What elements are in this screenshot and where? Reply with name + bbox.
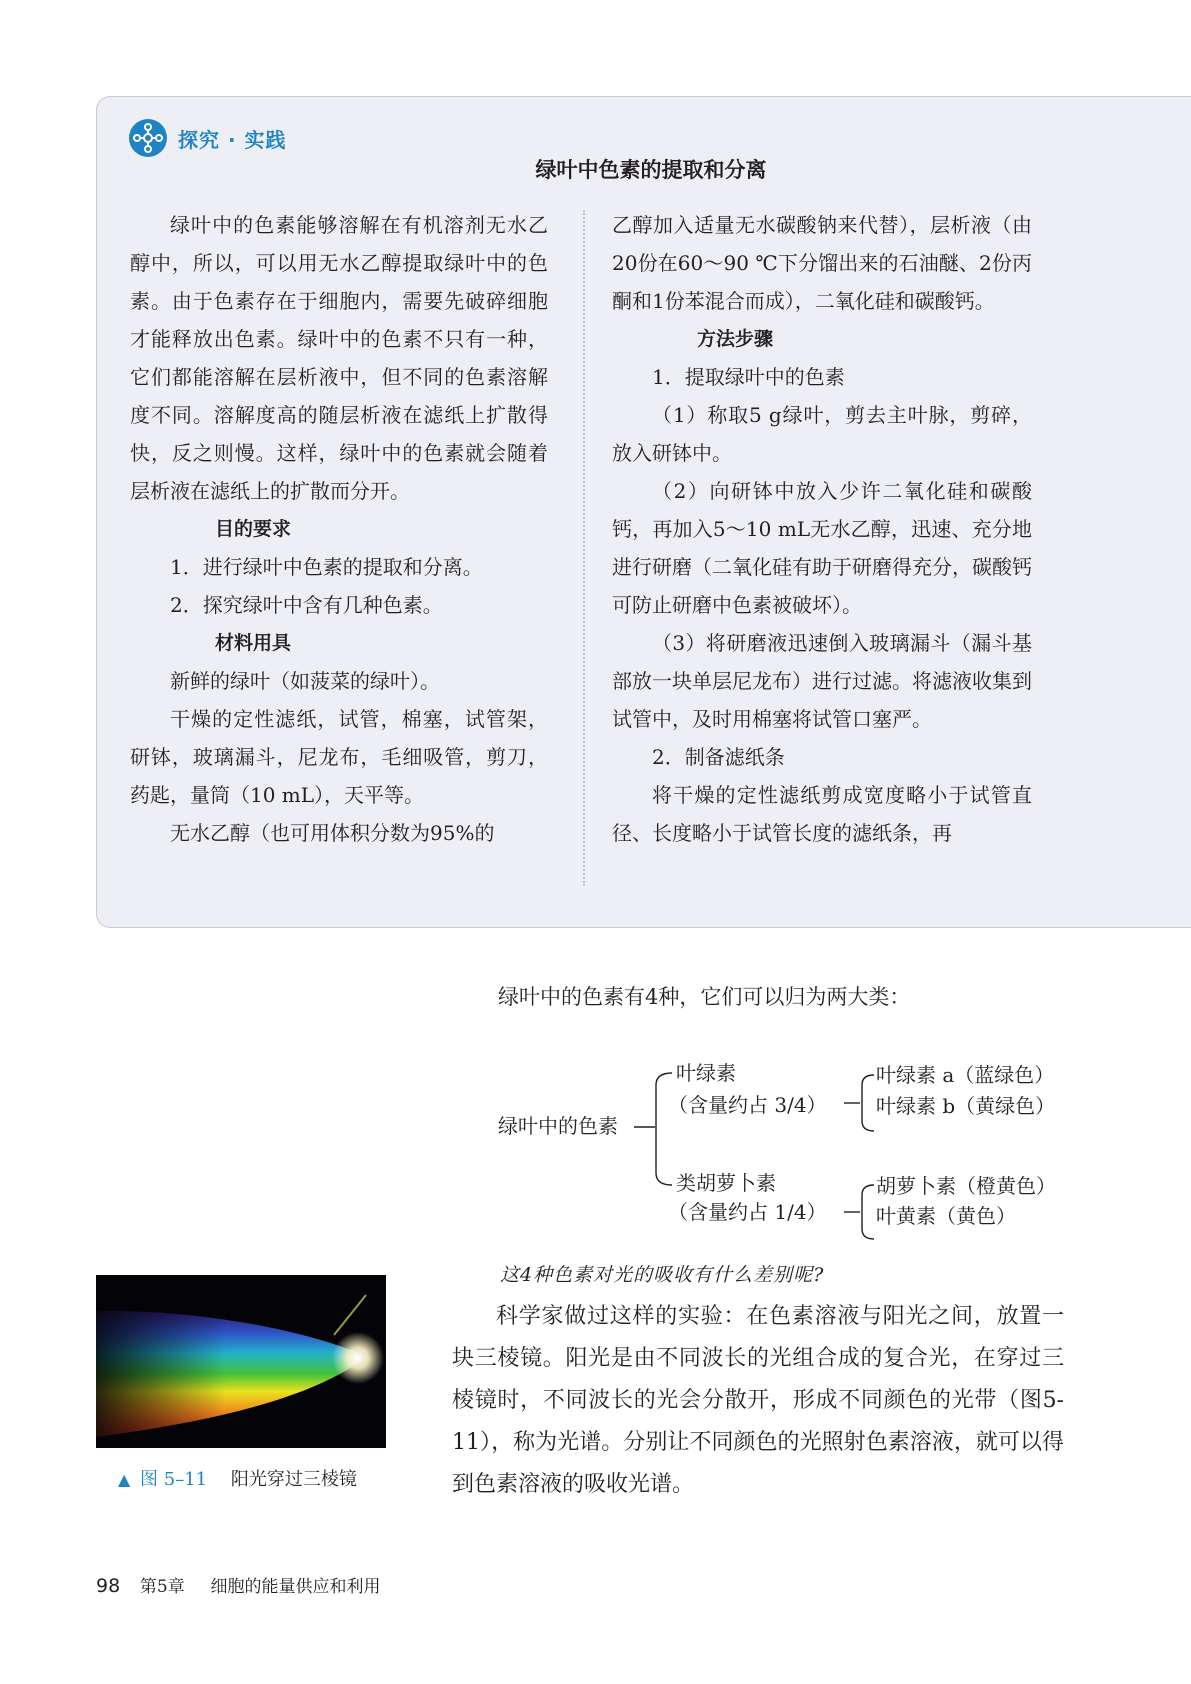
page-footer <box>96 1572 380 1601</box>
diagram-chlorophyll-b: 叶绿素 b（黄绿色） <box>876 1094 1056 1118</box>
purpose-heading: 目的要求 <box>215 518 292 540</box>
method-substep: 将干燥的定性滤纸剪成宽度略小于试管直径、长度略小于试管长度的滤纸条，再 <box>612 783 1032 845</box>
method-substep: （3）将研磨液迅速倒入玻璃漏斗（漏斗基部放一块单层尼龙布）进行过滤。将滤液收集到试管中，及时用棉塞将试管口塞严。 <box>612 631 1032 731</box>
materials-item: 无水乙醇（也可用体积分数为95%的 <box>170 821 495 845</box>
pigment-intro: 绿叶中的色素有4种，它们可以归为两大类： <box>498 985 911 1009</box>
diagram-chlorophyll: 叶绿素 <box>676 1061 736 1085</box>
purpose-item: 2．探究绿叶中含有几种色素。 <box>170 593 443 617</box>
materials-continued: 乙醇加入适量无水碳酸钠来代替），层析液（由20份在60～90 ℃下分馏出来的石油醚、2份丙酮和1份苯混合而成），二氧化硅和碳酸钙。 <box>612 213 1032 313</box>
question-text: 这4种色素对光的吸收有什么差别呢? <box>500 1264 825 1286</box>
inquiry-left-column <box>130 206 548 852</box>
materials-item: 新鲜的绿叶（如菠菜的绿叶）。 <box>170 669 440 693</box>
diagram-carotenoid-content: （含量约占 1/4） <box>668 1200 827 1224</box>
inquiry-box-header <box>128 118 287 158</box>
body-paragraph: 科学家做过这样的实验：在色素溶液与阳光之间，放置一块三棱镜。阳光是由不同波长的光组合成的复合光，在穿过三棱镜时，不同波长的光会分散开，形成不同颜色的光带（图5-11），称为光谱。分别让不同颜色的光照射色素溶液，就可以得到色素溶液的吸收光谱。 <box>452 1304 1064 1497</box>
page-number: 98 <box>96 1575 121 1597</box>
method-step: 1．提取绿叶中的色素 <box>652 365 845 389</box>
molecule-icon <box>128 118 168 158</box>
method-substep: （2）向研钵中放入少许二氧化硅和碳酸钙，再加入5～10 mL无水乙醇，迅速、充分地进行研磨（二氧化硅有助于研磨得充分，碳酸钙可防止研磨中色素被破坏）。 <box>612 479 1032 617</box>
prism-spectrum-photo <box>96 1275 386 1448</box>
inquiry-right-column <box>612 206 1032 852</box>
method-substep: （1）称取5 g绿叶，剪去主叶脉，剪碎，放入研钵中。 <box>612 403 1032 465</box>
figure-caption <box>118 1466 357 1494</box>
inquiry-title: 绿叶中色素的提取和分离 <box>535 158 767 182</box>
diagram-carotene: 胡萝卜素（橙黄色） <box>876 1174 1056 1198</box>
materials-heading: 材料用具 <box>215 632 292 654</box>
diagram-root: 绿叶中的色素 <box>498 1114 618 1138</box>
materials-item: 干燥的定性滤纸，试管，棉塞，试管架，研钵，玻璃漏斗，尼龙布，毛细吸管，剪刀，药匙，量筒（10 mL），天平等。 <box>130 707 548 807</box>
figure-number: 图 5–11 <box>140 1469 208 1490</box>
inquiry-label: 探究 · 实践 <box>178 127 287 152</box>
diagram-chlorophyll-content: （含量约占 3/4） <box>668 1093 827 1117</box>
chapter-label: 第5章 <box>139 1577 185 1597</box>
diagram-chlorophyll-a: 叶绿素 a（蓝绿色） <box>876 1063 1055 1087</box>
caption-triangle-icon: ▲ <box>118 1470 131 1489</box>
column-divider <box>583 210 585 886</box>
method-heading: 方法步骤 <box>697 328 774 350</box>
chapter-title: 细胞的能量供应和利用 <box>210 1577 381 1597</box>
diagram-carotenoid: 类胡萝卜素 <box>676 1171 776 1195</box>
method-step: 2．制备滤纸条 <box>652 745 785 769</box>
purpose-item: 1．进行绿叶中色素的提取和分离。 <box>170 555 483 579</box>
diagram-xanthophyll: 叶黄素（黄色） <box>876 1204 1016 1228</box>
figure-caption-text: 阳光穿过三棱镜 <box>230 1469 357 1490</box>
inquiry-intro: 绿叶中的色素能够溶解在有机溶剂无水乙醇中，所以，可以用无水乙醇提取绿叶中的色素。由于色素存在于细胞内，需要先破碎细胞才能释放出色素。绿叶中的色素不只有一种，它们都能溶解在层析液中，但不同的色素溶解度不同。溶解度高的随层析液在滤纸上扩散得快，反之则慢。这样，绿叶中的色素就会随着层析液在滤纸上的扩散而分开。 <box>130 213 548 503</box>
